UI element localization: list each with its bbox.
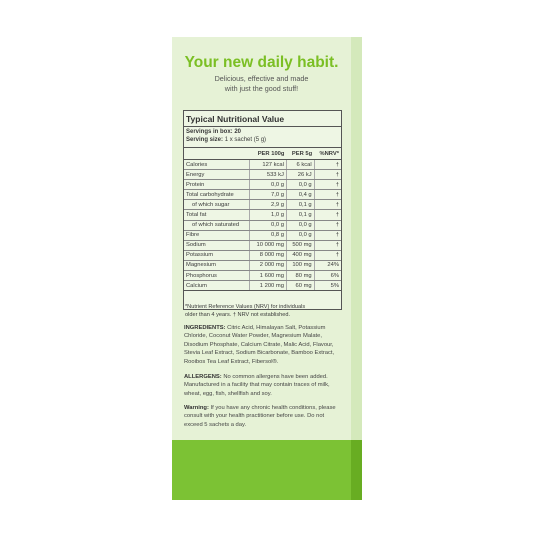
nrv-value: † bbox=[314, 190, 341, 200]
nutrient-name: Sodium bbox=[184, 240, 250, 250]
nutrient-name: Calcium bbox=[184, 281, 250, 291]
ingredients-section bbox=[184, 324, 349, 366]
per-100g-value: 1 600 mg bbox=[250, 271, 287, 281]
allergens-text: No common allergens have been added. bbox=[223, 374, 328, 380]
ingredients-text: Stevia Leaf Extract, Sodium Bicarbonate, Bamboo Extract, bbox=[184, 350, 335, 357]
per-5g-value: 60 mg bbox=[286, 281, 314, 291]
tagline-line-2: with just the good stuff! bbox=[224, 84, 299, 93]
table-row bbox=[184, 210, 341, 220]
ingredients-text: Chloride, Coconut Water Powder, Magnesium Malate, bbox=[184, 333, 323, 340]
allergens-section bbox=[184, 373, 349, 398]
per-100g-value: 1,0 g bbox=[250, 210, 287, 220]
nrv-value: 6% bbox=[314, 271, 341, 281]
nrv-value: † bbox=[314, 180, 341, 190]
nutrient-name: Potassium bbox=[184, 250, 250, 260]
per-5g-value: 0,0 g bbox=[286, 180, 314, 190]
tagline-line-1: Delicious, effective and made bbox=[214, 74, 309, 83]
nrv-footnote bbox=[185, 303, 345, 319]
per-5g-value: 0,0 g bbox=[286, 230, 314, 240]
nrv-value: † bbox=[314, 250, 341, 260]
per-100g-value: 2 000 mg bbox=[250, 260, 287, 270]
per-5g-value: 6 kcal bbox=[286, 160, 314, 170]
nutrition-panel bbox=[183, 110, 342, 310]
nutrient-name: Fibre bbox=[184, 230, 250, 240]
warning-section bbox=[184, 404, 349, 429]
ingredients-text: Disodium Phosphate, Calcium Citrate, Malic Acid, Flavour, bbox=[184, 341, 334, 348]
per-100g-value: 0,0 g bbox=[250, 180, 287, 190]
headline: Your new daily habit. bbox=[184, 54, 339, 71]
table-row bbox=[184, 250, 341, 260]
serving-info bbox=[184, 127, 341, 148]
nrv-value: 24% bbox=[314, 260, 341, 270]
box-bottom-band bbox=[172, 440, 362, 500]
column-header: PER 5g bbox=[286, 148, 314, 160]
nutrient-name: Total fat bbox=[184, 210, 250, 220]
serving-size-label: Serving size: bbox=[186, 137, 224, 143]
column-header: PER 100g bbox=[250, 148, 287, 160]
per-5g-value: 0,0 g bbox=[286, 220, 314, 230]
nutrient-name: Protein bbox=[184, 180, 250, 190]
table-row bbox=[184, 200, 341, 210]
serving-size-value: 1 x sachet (5 g) bbox=[224, 137, 267, 143]
table-row bbox=[184, 220, 341, 230]
per-5g-value: 80 mg bbox=[286, 271, 314, 281]
table-row bbox=[184, 271, 341, 281]
ingredients-text: Rooibos Tea Leaf Extract, Fibersol®. bbox=[184, 358, 279, 365]
per-5g-value: 0,1 g bbox=[286, 210, 314, 220]
table-row bbox=[184, 190, 341, 200]
panel-title: Typical Nutritional Value bbox=[184, 111, 341, 127]
per-100g-value: 1 200 mg bbox=[250, 281, 287, 291]
nutrient-name: Energy bbox=[184, 170, 250, 180]
box-side-edge bbox=[351, 37, 362, 500]
nrv-value: † bbox=[314, 160, 341, 170]
warning-label: Warning: bbox=[184, 405, 209, 411]
nrv-value: † bbox=[314, 230, 341, 240]
nutrient-name: of which saturated bbox=[184, 220, 250, 230]
table-row bbox=[184, 230, 341, 240]
nutrient-name: Phosphorus bbox=[184, 271, 250, 281]
per-100g-value: 8 000 mg bbox=[250, 250, 287, 260]
per-100g-value: 127 kcal bbox=[250, 160, 287, 170]
table-row bbox=[184, 260, 341, 270]
per-5g-value: 100 mg bbox=[286, 260, 314, 270]
nrv-value: † bbox=[314, 170, 341, 180]
box-bottom-band-edge bbox=[351, 440, 362, 500]
per-5g-value: 26 kJ bbox=[286, 170, 314, 180]
table-row bbox=[184, 170, 341, 180]
per-5g-value: 0,4 g bbox=[286, 190, 314, 200]
per-100g-value: 0,8 g bbox=[250, 230, 287, 240]
nrv-value: † bbox=[314, 200, 341, 210]
nutrient-name: Total carbohydrate bbox=[184, 190, 250, 200]
ingredients-text: Citric Acid, Himalayan Salt, Potassium bbox=[227, 325, 326, 331]
allergens-text: wheat, egg, fish, shellfish and soy. bbox=[184, 390, 272, 397]
nutrient-name: Calories bbox=[184, 160, 250, 170]
per-5g-value: 0,1 g bbox=[286, 200, 314, 210]
per-100g-value: 10 000 mg bbox=[250, 240, 287, 250]
per-100g-value: 7,0 g bbox=[250, 190, 287, 200]
nrv-value: † bbox=[314, 240, 341, 250]
per-5g-value: 400 mg bbox=[286, 250, 314, 260]
allergens-text: Manufactured in a facility that may contain traces of milk, bbox=[184, 382, 330, 389]
nutrition-table bbox=[184, 148, 341, 291]
table-row bbox=[184, 180, 341, 190]
per-100g-value: 0,0 g bbox=[250, 220, 287, 230]
table-row bbox=[184, 240, 341, 250]
column-header: %NRV* bbox=[314, 148, 341, 160]
warning-text: consult with your health practitioner before use. Do not bbox=[184, 413, 325, 420]
footnote-line: older than 4 years. † NRV not established. bbox=[185, 312, 290, 318]
column-header bbox=[184, 148, 250, 160]
per-100g-value: 533 kJ bbox=[250, 170, 287, 180]
nutrient-name: of which sugar bbox=[184, 200, 250, 210]
ingredients-label: INGREDIENTS: bbox=[184, 325, 226, 331]
servings-in-box: Servings in box: 20 bbox=[186, 129, 242, 135]
footnote-line: *Nutrient Reference Values (NRV) for individuals bbox=[185, 304, 306, 310]
nrv-value: 5% bbox=[314, 281, 341, 291]
table-row bbox=[184, 160, 341, 170]
table-header-row bbox=[184, 148, 341, 160]
table-row bbox=[184, 281, 341, 291]
per-100g-value: 2,9 g bbox=[250, 200, 287, 210]
nrv-value: † bbox=[314, 220, 341, 230]
nutrient-name: Magnesium bbox=[184, 260, 250, 270]
allergens-label: ALLERGENS: bbox=[184, 374, 222, 380]
nrv-value: † bbox=[314, 210, 341, 220]
warning-text: If you have any chronic health conditions, please bbox=[210, 405, 336, 411]
warning-text: exceed 5 sachets a day. bbox=[184, 421, 247, 428]
per-5g-value: 500 mg bbox=[286, 240, 314, 250]
tagline bbox=[172, 74, 351, 94]
